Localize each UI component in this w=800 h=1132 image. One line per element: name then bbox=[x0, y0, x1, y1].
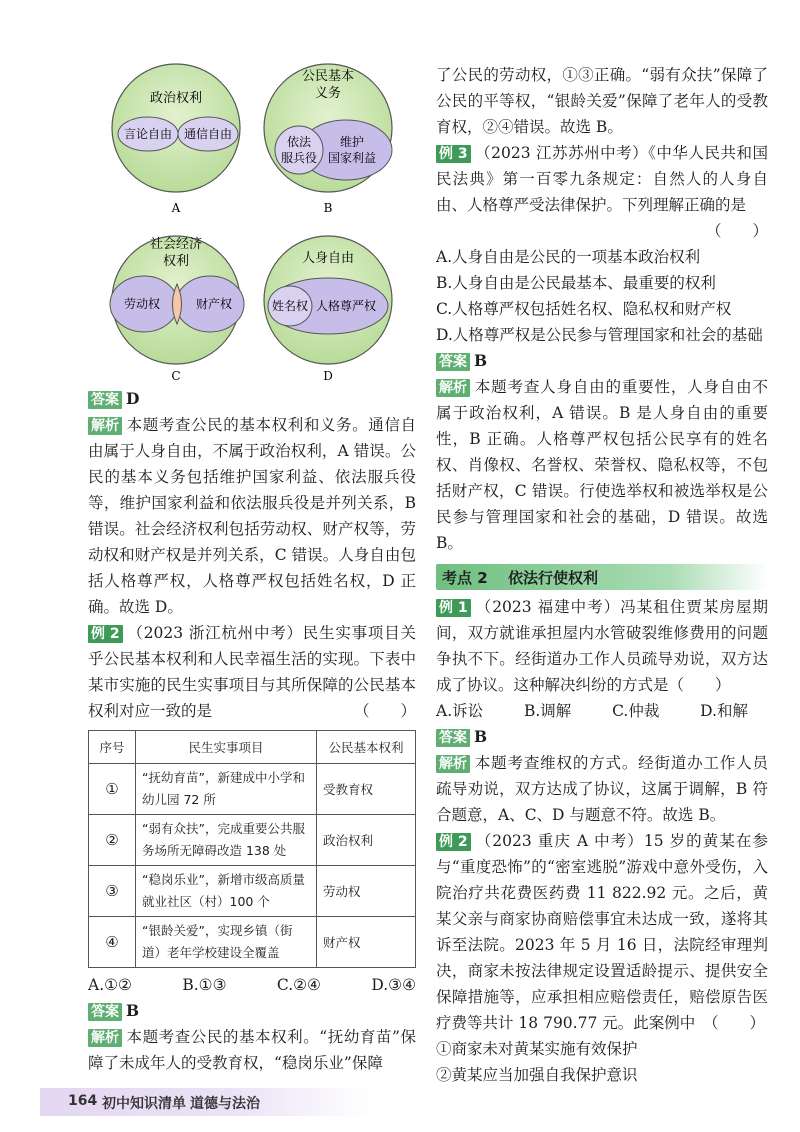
svg-text:言论自由: 言论自由 bbox=[123, 127, 173, 141]
example-3-paren: （ ） bbox=[705, 222, 768, 240]
example-2-options: A.①② B.①③ C.②④ D.③④ bbox=[88, 976, 416, 994]
analysis-3: 解析 本题考查人身自由的重要性，人身自由不属于政治权利，A 错误。B 是人身自由的重要性，B 正确。人格尊严权包括公民享有的姓名权、肖像权、名誉权、荣誉权、隐私权等，不包括财产权，C 错误。行使选举权和被选举权是公民参与管理国家和社会的基础，D 错误。故选 B。 bbox=[436, 378, 768, 552]
svg-text:财产权: 财产权 bbox=[195, 297, 233, 311]
analysis-2: 解析 本题考查公民的基本权利。“抚幼育苗”保障了未成年人的受教育权，“稳岗乐业”保障 bbox=[88, 1028, 416, 1072]
svg-text:国家利益: 国家利益 bbox=[327, 151, 377, 165]
svg-text:通信自由: 通信自由 bbox=[183, 127, 233, 141]
answer-3: 答案 B bbox=[436, 348, 768, 374]
svg-text:C: C bbox=[171, 369, 181, 383]
table-row: ③ “稳岗乐业”，新增市级高质量就业社区（村）100 个 劳动权 bbox=[89, 866, 416, 917]
svg-text:B: B bbox=[323, 201, 333, 215]
subject-title: 道德与法治 bbox=[190, 1096, 260, 1112]
table-row: ② “弱有众扶”，完成重要公共服务场所无障碍改造 138 处 政治权利 bbox=[89, 815, 416, 866]
svg-text:公民基本: 公民基本 bbox=[301, 69, 355, 84]
k2-example-2: 例 2 （2023 重庆 A 中考）15 岁的黄某在参与“重度恐怖”的“密室逃脱”游戏中意外受伤，入院治疗共花费医药费 11 822.92 元。之后，黄某父亲与商家协商赔偿事宜未达成一致，遂将其诉至法院。2023 年 5 月 16 日，法院经审理判决，商家未按法律规定设置适龄提示、提供安全保障措施等，应承担相应赔偿责任，赔偿原告医疗费等共计 18 790.77 元。此案例中 （ ） bbox=[436, 832, 768, 1032]
svg-text:人格尊严权: 人格尊严权 bbox=[315, 299, 377, 313]
analysis-4: 解析 本题考查维权的方式。经街道办工作人员疏导劝说，双方达成了协议，这属于调解，B 符合题意，A、C、D 与题意不符。故选 B。 bbox=[436, 754, 768, 824]
svg-text:人身自由: 人身自由 bbox=[301, 251, 355, 266]
right-column bbox=[436, 62, 768, 1088]
k2-example-2-option-1: ①商家未对黄某实施有效保护 bbox=[436, 1040, 638, 1058]
answer-2: 答案 B bbox=[88, 998, 416, 1024]
table-row: ④ “银龄关爱”，实现乡镇（街道）老年学校建设全覆盖 财产权 bbox=[89, 917, 416, 968]
svg-text:政治权利: 政治权利 bbox=[149, 91, 203, 106]
svg-text:依法: 依法 bbox=[286, 135, 312, 149]
table-header: 民生实事项目 bbox=[136, 731, 317, 764]
svg-text:姓名权: 姓名权 bbox=[271, 299, 309, 313]
table-row: ① “抚幼育苗”，新建成中小学和幼儿园 72 所 受教育权 bbox=[89, 764, 416, 815]
venn-diagrams bbox=[106, 40, 416, 385]
answer-4: 答案 B bbox=[436, 724, 768, 750]
diagram-a bbox=[112, 64, 240, 215]
svg-text:权利: 权利 bbox=[162, 254, 190, 269]
svg-text:社会经济: 社会经济 bbox=[149, 237, 203, 252]
left-column bbox=[88, 386, 416, 1076]
svg-text:劳动权: 劳动权 bbox=[123, 297, 161, 311]
book-title: 初中知识清单 bbox=[102, 1096, 186, 1112]
page-footer bbox=[40, 1088, 370, 1116]
rights-table bbox=[88, 730, 416, 968]
example-3: 例 3 （2023 江苏苏州中考）《中华人民共和国民法典》第一百零九条规定：自然人的人身自由、人格尊严受法律保护。下列理解正确的是 bbox=[436, 144, 768, 214]
page-number: 164 bbox=[68, 1093, 98, 1109]
venn-svg bbox=[106, 40, 416, 385]
table-header: 序号 bbox=[89, 731, 136, 764]
svg-text:D: D bbox=[323, 369, 333, 383]
k2-example-1: 例 1 （2023 福建中考）冯某租住贾某房屋期间，双方就谁承担屋内水管破裂维修费用的问题争执不下。经街道办工作人员疏导劝说，双方达成了协议。这种解决纠纷的方式是（ ） bbox=[436, 598, 768, 694]
analysis-2-continued: 了公民的劳动权，①③正确。“弱有众扶”保障了公民的平等权，“银龄关爱”保障了老年人的受教育权，②④错误。故选 B。 bbox=[436, 66, 768, 136]
svg-text:义务: 义务 bbox=[314, 86, 342, 101]
diagram-b bbox=[264, 64, 392, 215]
example-2: 例 2 （2023 浙江杭州中考）民生实事项目关乎公民基本权利和人民幸福生活的实现。下表中某市实施的民生实事项目与其所保障的公民基本权利对应一致的是 （ ） bbox=[88, 624, 416, 720]
analysis-1: 解析 本题考查公民的基本权利和义务。通信自由属于人身自由，不属于政治权利，A 错误。公民的基本义务包括维护国家利益、依法服兵役等，维护国家利益和依法服兵役是并列关系，B 错误。社会经济权利包括劳动权、财产权等，劳动权和财产权是并列关系，C 错误。人身自由包括人格尊严权，人格尊严权包括姓名权，D 正确。故选 D。 bbox=[88, 416, 416, 616]
diagram-d bbox=[264, 236, 392, 383]
svg-text:维护: 维护 bbox=[339, 135, 365, 149]
svg-text:A: A bbox=[171, 201, 181, 215]
diagram-c bbox=[110, 236, 244, 383]
table-header: 公民基本权利 bbox=[317, 731, 416, 764]
example-3-option-c: C.人格尊严权包括姓名权、隐私权和财产权 bbox=[436, 300, 732, 318]
example-3-option-d: D.人格尊严权是公民参与管理国家和社会的基础 bbox=[436, 326, 763, 344]
example-3-option-a: A.人身自由是公民的一项基本政治权利 bbox=[436, 248, 701, 266]
k2-example-1-options: A.诉讼 B.调解 C.仲裁 D.和解 bbox=[436, 702, 748, 720]
example-3-option-b: B.人身自由是公民最基本、最重要的权利 bbox=[436, 274, 716, 292]
svg-text:服兵役: 服兵役 bbox=[280, 151, 318, 165]
k2-example-2-option-2: ②黄某应当加强自我保护意识 bbox=[436, 1066, 638, 1084]
section-header: 考点 2 依法行使权利 bbox=[436, 564, 768, 590]
answer-1: 答案 D bbox=[88, 386, 416, 412]
